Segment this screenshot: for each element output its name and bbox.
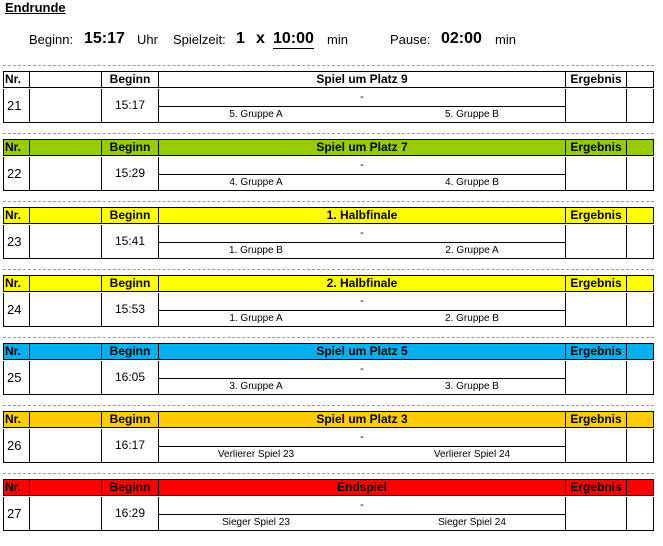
page-title: Endrunde	[5, 0, 66, 15]
beginn-header: Beginn	[101, 139, 159, 156]
blank-cell[interactable]	[29, 89, 102, 123]
game-number	[3, 225, 30, 259]
team-home: 4. Gruppe A	[229, 177, 283, 188]
ergebnis-header: Ergebnis	[565, 411, 627, 428]
beginn-label: Beginn:	[29, 32, 74, 47]
nr-header: Nr.	[3, 479, 30, 496]
blank-header-cell	[626, 411, 654, 428]
team-home: Verlierer Spiel 23	[217, 449, 295, 460]
team-home: Sieger Spiel 23	[222, 517, 290, 528]
dashed-separator	[3, 405, 654, 406]
game-number	[3, 497, 30, 531]
game-data-row	[3, 429, 654, 463]
blank-header-cell	[626, 479, 654, 496]
game-number	[3, 429, 30, 463]
game-header-row	[3, 343, 654, 360]
game-header-row	[3, 411, 654, 428]
beginn-header: Beginn	[101, 479, 159, 496]
game-number	[3, 89, 30, 123]
game-data-row	[3, 293, 654, 327]
matchup-cell	[158, 157, 566, 191]
blank-header-cell	[29, 207, 102, 224]
pause-value[interactable]: 02:00	[441, 30, 482, 47]
blank-cell[interactable]	[29, 293, 102, 327]
blank-cell[interactable]	[29, 497, 102, 531]
beginn-header: Beginn	[101, 411, 159, 428]
blank-header-cell	[626, 275, 654, 292]
blank-header-cell	[29, 411, 102, 428]
game-number-text: 21	[7, 98, 22, 113]
blank-header-cell	[29, 71, 102, 88]
dashed-separator	[3, 337, 654, 338]
team-away: 5. Gruppe B	[445, 109, 499, 120]
matchup-cell	[158, 225, 566, 259]
team-away: Verlierer Spiel 24	[433, 449, 511, 460]
matchup-cell	[158, 429, 566, 463]
dashed-separator	[3, 473, 654, 474]
game-number-text: 25	[7, 370, 22, 385]
nr-header: Nr.	[3, 411, 30, 428]
divider-line	[159, 174, 565, 175]
team-away: 4. Gruppe B	[445, 177, 499, 188]
game-start-time: 15:53	[101, 293, 159, 327]
game-number-text: 27	[7, 506, 22, 521]
blank-cell[interactable]	[29, 157, 102, 191]
score-separator: -	[360, 159, 364, 171]
blank-header-cell	[29, 479, 102, 496]
spielzeit-label: Spielzeit:	[173, 32, 226, 47]
beginn-header: Beginn	[101, 71, 159, 88]
result-home-input[interactable]	[565, 157, 627, 191]
game-title: Spiel um Platz 7	[158, 139, 566, 156]
dashed-separator	[3, 201, 654, 202]
team-away: 3. Gruppe B	[445, 381, 499, 392]
ergebnis-header: Ergebnis	[565, 207, 627, 224]
game-number-text: 26	[7, 438, 22, 453]
nr-header: Nr.	[3, 71, 30, 88]
game-header-row	[3, 479, 654, 496]
dashed-separator	[3, 133, 654, 134]
game-title: Spiel um Platz 3	[158, 411, 566, 428]
game-header-row	[3, 139, 654, 156]
team-home: 1. Gruppe A	[229, 313, 283, 324]
game-start-time: 16:29	[101, 497, 159, 531]
result-home-input[interactable]	[565, 225, 627, 259]
beginn-header: Beginn	[101, 343, 159, 360]
game-number	[3, 293, 30, 327]
divider-line	[159, 242, 565, 243]
divider-line	[159, 310, 565, 311]
result-home-input[interactable]	[565, 361, 627, 395]
team-away: Sieger Spiel 24	[438, 517, 506, 528]
nr-header: Nr.	[3, 343, 30, 360]
blank-header-cell	[626, 343, 654, 360]
game-start-time: 15:41	[101, 225, 159, 259]
game-data-row	[3, 497, 654, 531]
game-data-row	[3, 89, 654, 123]
ergebnis-header: Ergebnis	[565, 139, 627, 156]
beginn-value[interactable]: 15:17	[84, 30, 125, 47]
result-home-input[interactable]	[565, 89, 627, 123]
team-home: 1. Gruppe B	[229, 245, 283, 256]
blank-header-cell	[626, 139, 654, 156]
score-separator: -	[360, 431, 364, 443]
matchup-cell	[158, 497, 566, 531]
game-title: Endspiel	[158, 479, 566, 496]
result-home-input[interactable]	[565, 293, 627, 327]
game-title: Spiel um Platz 9	[158, 71, 566, 88]
matchup-cell	[158, 361, 566, 395]
spielzeit-x: x	[256, 30, 265, 47]
divider-line	[159, 106, 565, 107]
blank-cell[interactable]	[29, 429, 102, 463]
team-away: 2. Gruppe A	[445, 245, 499, 256]
ergebnis-header: Ergebnis	[565, 71, 627, 88]
team-away: 2. Gruppe B	[445, 313, 499, 324]
nr-header: Nr.	[3, 275, 30, 292]
pause-unit: min	[495, 32, 516, 47]
result-home-input[interactable]	[565, 497, 627, 531]
blank-header-cell	[29, 275, 102, 292]
game-start-time: 15:29	[101, 157, 159, 191]
dashed-separator	[3, 269, 654, 270]
blank-cell[interactable]	[29, 225, 102, 259]
divider-line	[159, 378, 565, 379]
score-separator: -	[360, 499, 364, 511]
spielzeit-value[interactable]: 10:00	[273, 30, 314, 47]
result-away-input[interactable]	[626, 225, 654, 259]
game-title: Spiel um Platz 5	[158, 343, 566, 360]
game-header-row	[3, 275, 654, 292]
game-number-text: 24	[7, 302, 22, 317]
game-number	[3, 157, 30, 191]
divider-line	[159, 446, 565, 447]
score-separator: -	[360, 295, 364, 307]
matchup-cell	[158, 293, 566, 327]
ergebnis-header: Ergebnis	[565, 275, 627, 292]
game-header-row	[3, 71, 654, 88]
game-start-time: 16:05	[101, 361, 159, 395]
matchup-cell	[158, 89, 566, 123]
result-home-input[interactable]	[565, 429, 627, 463]
spielzeit-count[interactable]: 1	[236, 30, 245, 47]
divider-line	[159, 514, 565, 515]
game-data-row	[3, 361, 654, 395]
result-away-input[interactable]	[626, 293, 654, 327]
blank-header-cell	[626, 71, 654, 88]
game-number-text: 22	[7, 166, 22, 181]
beginn-unit: Uhr	[137, 32, 158, 47]
game-data-row	[3, 157, 654, 191]
dashed-separator	[3, 65, 654, 66]
result-away-input[interactable]	[626, 497, 654, 531]
result-away-input[interactable]	[626, 157, 654, 191]
blank-header-cell	[29, 343, 102, 360]
blank-header-cell	[29, 139, 102, 156]
score-separator: -	[360, 91, 364, 103]
game-start-time: 15:17	[101, 89, 159, 123]
game-title: 1. Halbfinale	[158, 207, 566, 224]
beginn-header: Beginn	[101, 207, 159, 224]
game-start-time: 16:17	[101, 429, 159, 463]
game-number-text: 23	[7, 234, 22, 249]
blank-header-cell	[626, 207, 654, 224]
game-header-row	[3, 207, 654, 224]
pause-label: Pause:	[390, 32, 431, 47]
spielzeit-unit: min	[327, 32, 348, 47]
game-number	[3, 361, 30, 395]
beginn-header: Beginn	[101, 275, 159, 292]
ergebnis-header: Ergebnis	[565, 479, 627, 496]
blank-cell[interactable]	[29, 361, 102, 395]
game-data-row	[3, 225, 654, 259]
ergebnis-header: Ergebnis	[565, 343, 627, 360]
nr-header: Nr.	[3, 139, 30, 156]
result-away-input[interactable]	[626, 361, 654, 395]
team-home: 3. Gruppe A	[229, 381, 283, 392]
nr-header: Nr.	[3, 207, 30, 224]
score-separator: -	[360, 363, 364, 375]
game-title: 2. Halbfinale	[158, 275, 566, 292]
score-separator: -	[360, 227, 364, 239]
team-home: 5. Gruppe A	[229, 109, 283, 120]
result-away-input[interactable]	[626, 89, 654, 123]
result-away-input[interactable]	[626, 429, 654, 463]
